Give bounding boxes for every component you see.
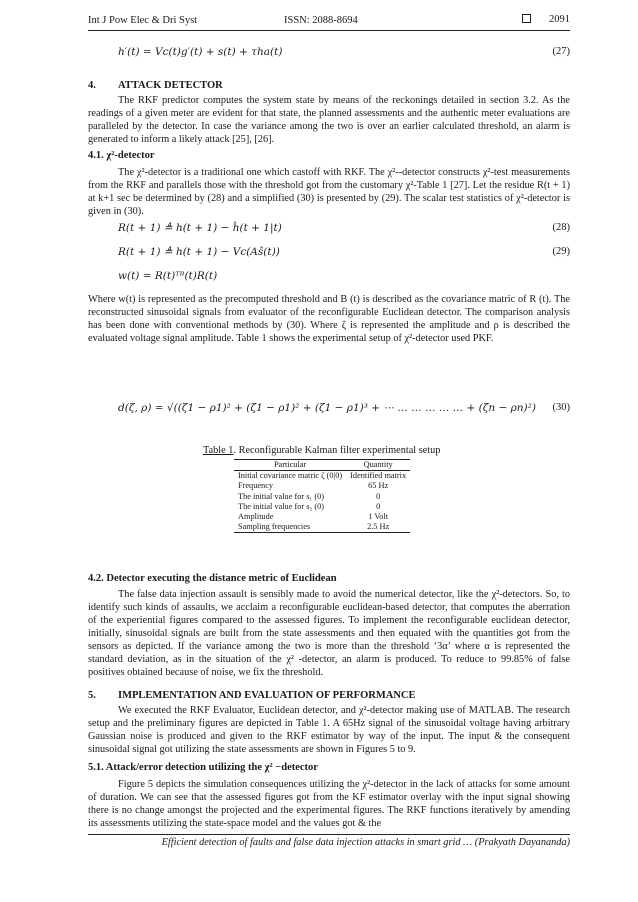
issn: ISSN: 2088-8694 — [284, 15, 358, 26]
equation-28: R(t + 1) ≜ h(t + 1) − ĥ(t + 1|t) — [118, 222, 282, 234]
page-number-group — [522, 14, 570, 25]
running-header — [88, 14, 570, 31]
equation-29: R(t + 1) ≜ h(t + 1) − Vc(Aŝ(t)) — [118, 246, 280, 258]
section-5-1-body: Figure 5 depicts the simulation consequences utilizing the χ²-detector in the lack of attacks for some amount of duration. We can see that the assessed figures got from the KF estimator overlay with the input signal showing there is no change amongst the projected and the experimental figures. The RKF functions iteratively by amending its assessments utilizing the state-space model and the values got & the — [88, 779, 570, 829]
running-footer: Efficient detection of faults and false data injection attacks in smart grid … (Prakyath Dayananda) — [88, 834, 570, 848]
table-1 — [234, 459, 410, 533]
journal-name: Int J Pow Elec & Dri Syst — [88, 15, 198, 26]
equation-w: w(t) = R(t)ᵀᴮ(t)R(t) — [118, 270, 218, 282]
table-row: Initial covariance matric ζ (0|0) Identified matrix — [238, 471, 407, 481]
checkbox-square-icon — [522, 14, 531, 23]
section-4-2-body: The false data injection assault is sensibly made to avoid the numerical detector, like the χ²-detectors. So, to identify such kinds of assaults, we acclaim a reconfigurable euclidean-based detector, that computes the aberration of the experiential figures compared to the assessed figures. To implement the reconfigurable euclidean detector, initially, sinusoidal signals are built from the state assessments and then equated with the quantities got from the sensors as depicted. If the variance among the two is more than the threshold ‘3α’ where α is represented the standard deviation, as in the situation of the χ² -detector, an alarm is produced. To reduce to 99.85% of false positives obtained because of noise, we fix the threshold. — [88, 589, 570, 678]
section-4-1-body-2: Where w(t) is represented as the precomputed threshold and B (t) is described as the covariance matric of R (t). The reconstructed sinusoidal signals from evaluator of the reconfigurable Euclidean detector. The comparison analysis has been done with conventional methods by (30). Where ζ is represented the amplitude and ρ is described the evaluated voltage signal amplitude. Table 1 shows the experimental setup of χ²-detector used PKF. — [88, 294, 570, 344]
section-4-body: The RKF predictor computes the system state by means of the reckonings detailed in section 3.2. As the readings of a given meter are evident for that state, the planned assessments and the authentic meter evaluations are paralleled by the detector. In case the variance among the two is over an earlier calculated threshold, an alarm is generated to inform a likely attack [25], [26]. — [88, 95, 570, 145]
section-4-1-heading: 4.1. χ²-detector — [88, 150, 155, 161]
section-4-1-body: The χ²-detector is a traditional one which castoff with RKF. The χ²--detector constructs χ²-test measurements from the RKF and parallels those with the threshold got from the customary χ²-Table 1 [27]. Let the residue R(t + 1) at k+1 sec be determined by (28) and a simplified (30) is presented by (29). The scalar test statistics of χ²-detector is given in (30). — [88, 167, 570, 217]
equation-28-number: (28) — [552, 222, 570, 233]
table-row: The initial value for s₂ (0) 0 — [238, 501, 381, 511]
section-5-body: We executed the RKF Evaluator, Euclidean detector, and χ²-detector making use of MATLAB. The research setup and the preliminary figures are depicted in Table 1. A 65Hz signal of the sinusoidal voltage having arbitrary Gaussian noise is produced and given to the RKF estimator by way of the input. The input & the consequent sinusoidal signal got utilizing the state assessments are shown in Figures 5 to 9. — [88, 705, 570, 755]
equation-27: h′(t) = Vc(t)g′(t) + s(t) + τha(t) — [118, 46, 283, 58]
section-4-heading: 4. ATTACK DETECTOR — [88, 80, 223, 91]
equation-29-number: (29) — [552, 246, 570, 257]
equation-30: d(ζ, ρ) = √((ζ1 − ρ1)² + (ζ1 − ρ1)² + (ζ1 − ρ1)³ + ⋯ … … … … … + (ζn − ρn)²) — [118, 402, 536, 414]
table-row: Frequency 65 Hz — [238, 481, 389, 491]
section-5-heading: 5. IMPLEMENTATION AND EVALUATION OF PERFORMANCE — [88, 690, 416, 701]
section-4-2-heading: 4.2. Detector executing the distance metric of Euclidean — [88, 573, 337, 584]
equation-30-number: (30) — [552, 402, 570, 413]
table-row: Amplitude 1 Volt — [238, 512, 389, 522]
table-row: The initial value for s₁ (0) 0 — [238, 491, 381, 501]
table-header-quantity: Quantity — [346, 460, 410, 471]
table-header-particular: Particular — [234, 460, 346, 471]
page-number: 2091 — [549, 14, 570, 25]
equation-27-number: (27) — [552, 46, 570, 57]
section-5-1-heading: 5.1. Attack/error detection utilizing the χ² −detector — [88, 762, 318, 773]
table-1-caption: Table 1. Reconfigurable Kalman filter experimental setup — [203, 445, 441, 456]
table-row: Sampling frequencies 2.5 Hz — [234, 522, 410, 533]
